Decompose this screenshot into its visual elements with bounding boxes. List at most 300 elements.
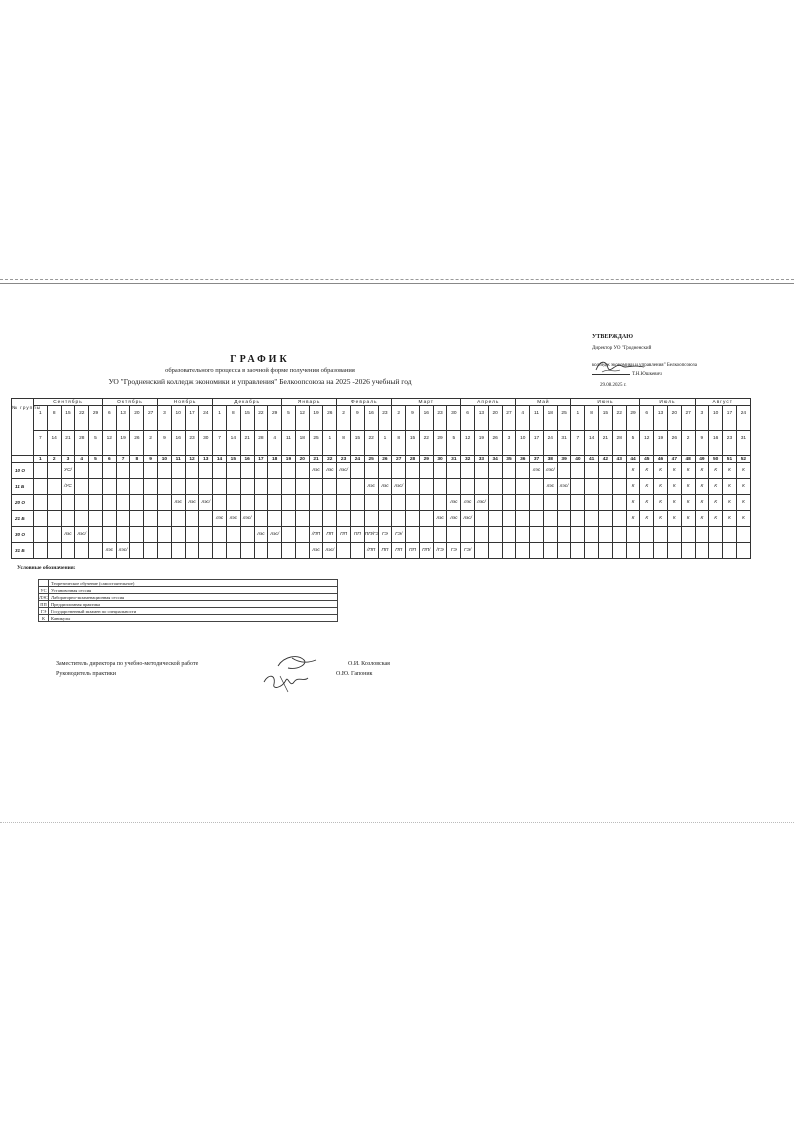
month-header: Декабрь — [213, 399, 282, 406]
week-end-date: 25 — [309, 431, 323, 456]
week-end-date: 15 — [406, 431, 420, 456]
schedule-cell — [585, 527, 599, 543]
schedule-cell: К — [640, 463, 654, 479]
schedule-cell — [240, 527, 254, 543]
week-end-date: 31 — [557, 431, 571, 456]
schedule-cell — [47, 543, 61, 559]
schedule-cell — [543, 511, 557, 527]
schedule-cell — [47, 479, 61, 495]
week-start-date: 20 — [667, 406, 681, 431]
week-start-date: 27 — [144, 406, 158, 431]
schedule-cell: К — [626, 495, 640, 511]
schedule-cell — [102, 463, 116, 479]
schedule-cell — [75, 511, 89, 527]
schedule-cell: К — [723, 463, 737, 479]
footer-name-practice: О.Ю. Гапоник — [336, 671, 373, 677]
month-header: Ноябрь — [158, 399, 213, 406]
schedule-cell: К — [667, 495, 681, 511]
week-end-date: 29 — [433, 431, 447, 456]
week-end-date: 28 — [612, 431, 626, 456]
week-end-date: 14 — [226, 431, 240, 456]
table-row — [12, 527, 751, 543]
week-end-date: 22 — [364, 431, 378, 456]
week-start-date: 15 — [599, 406, 613, 431]
week-number: 8 — [130, 456, 144, 463]
schedule-cell — [47, 527, 61, 543]
week-end-date: 12 — [461, 431, 475, 456]
schedule-cell — [226, 527, 240, 543]
legend-label: Лабораторно-экзаменационная сессия — [49, 594, 338, 601]
approval-line-2: колледж экономики и управления" Белкоопсоюза — [592, 363, 697, 368]
schedule-cell: К — [723, 495, 737, 511]
schedule-cell — [282, 495, 296, 511]
schedule-cell: лэс/ — [75, 527, 89, 543]
schedule-cell — [34, 527, 48, 543]
schedule-cell — [185, 543, 199, 559]
schedule-cell — [102, 527, 116, 543]
week-start-date: 1 — [571, 406, 585, 431]
schedule-cell — [158, 495, 172, 511]
schedule-cell — [392, 511, 406, 527]
week-end-date: 16 — [709, 431, 723, 456]
week-end-date: 19 — [475, 431, 489, 456]
schedule-cell — [695, 527, 709, 543]
schedule-cell: К — [654, 511, 668, 527]
week-end-date: 21 — [240, 431, 254, 456]
week-end-date: 26 — [488, 431, 502, 456]
schedule-cell — [364, 463, 378, 479]
schedule-cell — [268, 463, 282, 479]
schedule-cell — [599, 527, 613, 543]
table-row — [12, 495, 751, 511]
schedule-cell — [557, 527, 571, 543]
schedule-cell: лэс/ — [475, 495, 489, 511]
schedule-cell: К — [681, 511, 695, 527]
schedule-cell — [295, 463, 309, 479]
schedule-cell — [130, 495, 144, 511]
week-start-date: 10 — [709, 406, 723, 431]
schedule-cell — [337, 543, 351, 559]
schedule-cell — [516, 463, 530, 479]
schedule-cell — [130, 463, 144, 479]
week-number: 37 — [530, 456, 544, 463]
week-end-date: 12 — [640, 431, 654, 456]
week-end-date: 4 — [268, 431, 282, 456]
schedule-cell — [502, 527, 516, 543]
schedule-cell: лэс — [226, 511, 240, 527]
week-start-date: 25 — [557, 406, 571, 431]
page-top-rule — [0, 283, 794, 284]
schedule-cell — [447, 527, 461, 543]
schedule-cell: ПП/ГЭ — [364, 527, 378, 543]
schedule-cell: лэс — [530, 463, 544, 479]
schedule-cell: К — [640, 479, 654, 495]
week-start-date: 10 — [171, 406, 185, 431]
month-header: Июль — [640, 399, 695, 406]
schedule-cell — [323, 495, 337, 511]
schedule-cell — [240, 463, 254, 479]
month-header: Октябрь — [102, 399, 157, 406]
week-start-date: 26 — [323, 406, 337, 431]
week-number: 19 — [282, 456, 296, 463]
schedule-cell — [34, 511, 48, 527]
schedule-cell — [171, 463, 185, 479]
schedule-cell — [475, 463, 489, 479]
schedule-cell: К — [709, 511, 723, 527]
schedule-cell — [61, 543, 75, 559]
schedule-cell — [723, 527, 737, 543]
week-number: 39 — [557, 456, 571, 463]
schedule-cell — [447, 463, 461, 479]
schedule-cell — [433, 527, 447, 543]
schedule-cell — [419, 495, 433, 511]
week-end-date: 26 — [130, 431, 144, 456]
schedule-cell: лэс — [102, 543, 116, 559]
footer-role-practice: Руководитель практики — [56, 671, 117, 677]
schedule-cell: лэс — [213, 511, 227, 527]
week-number: 29 — [419, 456, 433, 463]
schedule-cell — [89, 527, 103, 543]
schedule-cell: К — [640, 511, 654, 527]
legend-title: Условные обозначения: — [17, 565, 76, 571]
legend-label: Государственный экзамен по специальности — [49, 608, 338, 615]
schedule-cell — [254, 479, 268, 495]
schedule-cell — [543, 543, 557, 559]
schedule-cell — [461, 463, 475, 479]
schedule-cell — [240, 479, 254, 495]
schedule-cell: К — [736, 479, 750, 495]
schedule-cell — [612, 543, 626, 559]
schedule-cell: К — [695, 463, 709, 479]
schedule-cell: лэс/ — [323, 543, 337, 559]
schedule-cell — [433, 479, 447, 495]
schedule-cell — [736, 543, 750, 559]
week-number: 17 — [254, 456, 268, 463]
week-end-date: 31 — [736, 431, 750, 456]
week-start-date: 6 — [640, 406, 654, 431]
week-number: 18 — [268, 456, 282, 463]
month-header: Февраль — [337, 399, 392, 406]
schedule-cell: /УС — [61, 479, 75, 495]
month-header: Январь — [282, 399, 337, 406]
schedule-cell — [488, 463, 502, 479]
approval-line-1: Директор УО "Гродненский — [592, 346, 652, 351]
schedule-cell — [102, 511, 116, 527]
week-number: 28 — [406, 456, 420, 463]
schedule-cell: К — [654, 463, 668, 479]
schedule-cell — [102, 495, 116, 511]
week-end-date: 15 — [350, 431, 364, 456]
week-end-date: 19 — [116, 431, 130, 456]
month-header: Июнь — [571, 399, 640, 406]
schedule-cell — [282, 463, 296, 479]
schedule-cell — [254, 543, 268, 559]
week-end-date: 5 — [626, 431, 640, 456]
schedule-cell — [47, 463, 61, 479]
schedule-cell: К — [723, 511, 737, 527]
group-label: 11 Б — [12, 479, 34, 495]
schedule-cell — [378, 463, 392, 479]
group-label: 31 Б — [12, 543, 34, 559]
week-start-date: 15 — [61, 406, 75, 431]
month-header: Август — [695, 399, 751, 406]
schedule-cell — [516, 479, 530, 495]
approval-date: 29.08.2025 г. — [600, 383, 627, 388]
schedule-cell: К — [626, 511, 640, 527]
week-start-date: 17 — [723, 406, 737, 431]
schedule-cell: /ГЭ — [433, 543, 447, 559]
schedule-cell — [34, 495, 48, 511]
schedule-cell — [530, 543, 544, 559]
schedule-cell — [130, 511, 144, 527]
week-end-date: 2 — [144, 431, 158, 456]
list-item — [39, 615, 338, 622]
week-end-date: 11 — [282, 431, 296, 456]
schedule-cell — [282, 511, 296, 527]
schedule-cell — [516, 511, 530, 527]
week-end-date: 14 — [47, 431, 61, 456]
schedule-cell — [116, 463, 130, 479]
schedule-cell: лэс — [171, 495, 185, 511]
schedule-cell: К — [709, 495, 723, 511]
schedule-cell — [75, 543, 89, 559]
week-number: 27 — [392, 456, 406, 463]
schedule-cell: лэс — [185, 495, 199, 511]
week-end-date: 9 — [695, 431, 709, 456]
schedule-cell — [171, 511, 185, 527]
schedule-cell — [406, 479, 420, 495]
document-subtitle: образовательного процесса в заочной форме получения образования — [165, 367, 355, 374]
schedule-cell: лэс/ — [240, 511, 254, 527]
week-number: 48 — [681, 456, 695, 463]
schedule-cell — [144, 495, 158, 511]
schedule-cell: К — [654, 479, 668, 495]
schedule-cell — [89, 543, 103, 559]
week-start-date: 19 — [309, 406, 323, 431]
week-start-date: 29 — [626, 406, 640, 431]
schedule-cell — [295, 495, 309, 511]
schedule-cell — [461, 479, 475, 495]
schedule-cell — [516, 495, 530, 511]
schedule-cell — [213, 495, 227, 511]
schedule-cell — [392, 495, 406, 511]
schedule-cell — [158, 543, 172, 559]
schedule-cell: ГЭ/ — [461, 543, 475, 559]
week-start-date: 6 — [102, 406, 116, 431]
schedule-cell — [475, 527, 489, 543]
month-header: Май — [516, 399, 571, 406]
week-end-date: 5 — [89, 431, 103, 456]
schedule-cell: К — [667, 511, 681, 527]
week-start-date: 29 — [89, 406, 103, 431]
week-number: 7 — [116, 456, 130, 463]
week-number: 25 — [364, 456, 378, 463]
week-end-date: 7 — [213, 431, 227, 456]
week-number: 34 — [488, 456, 502, 463]
schedule-cell — [171, 527, 185, 543]
schedule-cell: лэс — [309, 463, 323, 479]
schedule-cell: ПП/ — [419, 543, 433, 559]
schedule-cell — [723, 543, 737, 559]
schedule-cell — [337, 495, 351, 511]
week-start-date: 17 — [185, 406, 199, 431]
schedule-cell — [226, 463, 240, 479]
table-row — [12, 463, 751, 479]
week-start-date: 30 — [447, 406, 461, 431]
document-title: ГРАФИК — [230, 354, 290, 365]
week-end-date: 8 — [392, 431, 406, 456]
schedule-cell — [599, 511, 613, 527]
schedule-cell — [557, 543, 571, 559]
week-number: 26 — [378, 456, 392, 463]
schedule-cell — [268, 495, 282, 511]
legend-code: ЛЭС — [39, 594, 49, 600]
schedule-cell — [34, 543, 48, 559]
group-label: 20 О — [12, 495, 34, 511]
week-number: 41 — [585, 456, 599, 463]
week-start-date: 6 — [461, 406, 475, 431]
list-item — [39, 587, 338, 594]
schedule-cell — [475, 543, 489, 559]
schedule-cell — [475, 479, 489, 495]
week-end-date: 16 — [171, 431, 185, 456]
week-start-date: 9 — [350, 406, 364, 431]
schedule-cell: ГЭ — [447, 543, 461, 559]
week-number: 14 — [213, 456, 227, 463]
week-end-date: 12 — [102, 431, 116, 456]
schedule-cell — [585, 479, 599, 495]
schedule-cell: ГЭ — [378, 527, 392, 543]
legend-table — [38, 579, 338, 622]
schedule-cell — [282, 479, 296, 495]
schedule-cell — [171, 543, 185, 559]
week-end-date: 28 — [254, 431, 268, 456]
week-number: 22 — [323, 456, 337, 463]
schedule-cell — [406, 511, 420, 527]
schedule-cell — [571, 495, 585, 511]
schedule-cell — [185, 463, 199, 479]
schedule-cell — [406, 463, 420, 479]
schedule-cell — [612, 479, 626, 495]
schedule-cell — [530, 527, 544, 543]
schedule-cell: лэс/ — [268, 527, 282, 543]
schedule-cell — [585, 495, 599, 511]
schedule-cell — [144, 479, 158, 495]
week-number: 38 — [543, 456, 557, 463]
group-label: 30 О — [12, 527, 34, 543]
week-start-date: 4 — [516, 406, 530, 431]
week-end-date: 19 — [654, 431, 668, 456]
schedule-cell — [557, 511, 571, 527]
schedule-cell — [213, 479, 227, 495]
schedule-cell: ПП — [392, 543, 406, 559]
schedule-cell — [158, 479, 172, 495]
schedule-cell — [419, 527, 433, 543]
schedule-cell — [75, 463, 89, 479]
schedule-cell — [364, 495, 378, 511]
week-end-date: 5 — [447, 431, 461, 456]
schedule-cell — [557, 463, 571, 479]
week-start-date: 8 — [47, 406, 61, 431]
schedule-cell — [406, 527, 420, 543]
week-number: 47 — [667, 456, 681, 463]
schedule-cell — [502, 495, 516, 511]
schedule-cell — [612, 495, 626, 511]
week-start-date: 23 — [378, 406, 392, 431]
schedule-cell — [295, 527, 309, 543]
schedule-cell — [199, 527, 213, 543]
schedule-cell — [640, 527, 654, 543]
list-item — [39, 601, 338, 608]
week-start-date: 1 — [213, 406, 227, 431]
week-number: 20 — [295, 456, 309, 463]
schedule-cell — [47, 495, 61, 511]
approval-title: УТВЕРЖДАЮ — [592, 334, 634, 340]
schedule-cell: лэс — [309, 543, 323, 559]
schedule-cell — [612, 463, 626, 479]
schedule-cell — [268, 543, 282, 559]
group-label: 10 О — [12, 463, 34, 479]
schedule-cell — [709, 527, 723, 543]
schedule-cell — [158, 463, 172, 479]
schedule-cell — [585, 463, 599, 479]
schedule-cell — [116, 495, 130, 511]
legend-label: Преддипломная практика — [49, 601, 338, 608]
week-end-date: 1 — [378, 431, 392, 456]
schedule-cell: К — [695, 511, 709, 527]
schedule-cell — [488, 527, 502, 543]
schedule-cell — [350, 543, 364, 559]
week-start-date: 13 — [116, 406, 130, 431]
schedule-cell — [419, 479, 433, 495]
schedule-cell — [557, 495, 571, 511]
schedule-cell — [102, 479, 116, 495]
schedule-cell — [254, 511, 268, 527]
week-number: 49 — [695, 456, 709, 463]
schedule-cell — [226, 543, 240, 559]
schedule-cell — [185, 511, 199, 527]
schedule-cell — [75, 495, 89, 511]
schedule-cell — [461, 527, 475, 543]
schedule-cell — [736, 527, 750, 543]
week-start-date: 23 — [433, 406, 447, 431]
schedule-cell: УС/ — [61, 463, 75, 479]
schedule-cell — [199, 479, 213, 495]
table-row — [12, 511, 751, 527]
schedule-cell — [599, 543, 613, 559]
schedule-cell — [350, 511, 364, 527]
schedule-cell — [543, 527, 557, 543]
schedule-cell: К — [667, 479, 681, 495]
week-number: 46 — [654, 456, 668, 463]
schedule-cell — [75, 479, 89, 495]
week-end-date: 9 — [158, 431, 172, 456]
week-end-date: 18 — [295, 431, 309, 456]
schedule-cell — [144, 543, 158, 559]
schedule-cell — [34, 463, 48, 479]
schedule-cell — [502, 511, 516, 527]
week-start-date: 15 — [240, 406, 254, 431]
week-number: 21 — [309, 456, 323, 463]
schedule-cell — [378, 511, 392, 527]
schedule-cell — [571, 511, 585, 527]
schedule-cell — [130, 543, 144, 559]
schedule-cell — [488, 495, 502, 511]
list-item — [39, 580, 338, 587]
schedule-cell — [89, 511, 103, 527]
schedule-cell: К — [709, 463, 723, 479]
schedule-cell — [199, 511, 213, 527]
